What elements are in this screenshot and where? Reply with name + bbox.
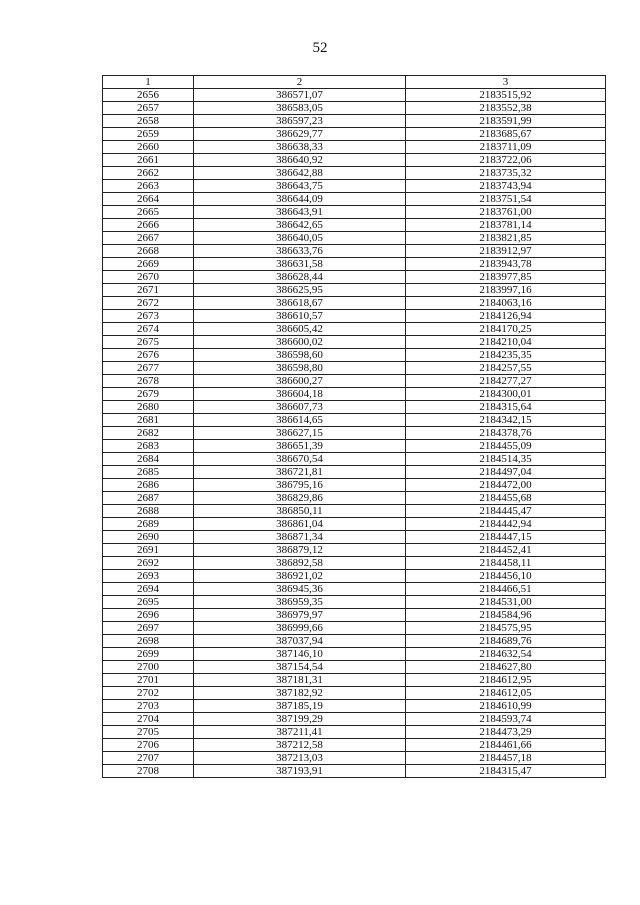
x-coordinate-cell: 386631,58 [194,258,406,271]
y-coordinate-cell: 2184315,64 [406,401,606,414]
table-row [103,609,606,622]
y-coordinate-cell: 2184593,74 [406,713,606,726]
point-number-cell: 2698 [103,635,194,648]
point-number-cell: 2674 [103,323,194,336]
y-coordinate-cell: 2184457,18 [406,752,606,765]
point-number-cell: 2691 [103,544,194,557]
table-row [103,414,606,427]
point-number-cell: 2699 [103,648,194,661]
x-coordinate-cell: 386600,02 [194,336,406,349]
point-number-cell: 2658 [103,115,194,128]
y-coordinate-cell: 2184627,80 [406,661,606,674]
table-row [103,713,606,726]
coordinates-table [102,75,606,778]
x-coordinate-cell: 386871,34 [194,531,406,544]
x-coordinate-cell: 386879,12 [194,544,406,557]
point-number-cell: 2701 [103,674,194,687]
y-coordinate-cell: 2183552,38 [406,102,606,115]
x-coordinate-cell: 386643,91 [194,206,406,219]
y-coordinate-cell: 2184514,35 [406,453,606,466]
y-coordinate-cell: 2184445,47 [406,505,606,518]
table-row [103,167,606,180]
point-number-cell: 2685 [103,466,194,479]
x-coordinate-cell: 386979,97 [194,609,406,622]
x-coordinate-cell: 386670,54 [194,453,406,466]
x-coordinate-cell: 386921,02 [194,570,406,583]
x-coordinate-cell: 386644,09 [194,193,406,206]
x-coordinate-cell: 386597,23 [194,115,406,128]
y-coordinate-cell: 2184575,95 [406,622,606,635]
x-coordinate-cell: 387199,29 [194,713,406,726]
x-coordinate-cell: 387181,31 [194,674,406,687]
point-number-cell: 2700 [103,661,194,674]
table-row [103,739,606,752]
y-coordinate-cell: 2183722,06 [406,154,606,167]
x-coordinate-cell: 386628,44 [194,271,406,284]
point-number-cell: 2692 [103,557,194,570]
y-coordinate-cell: 2184257,55 [406,362,606,375]
point-number-cell: 2676 [103,349,194,362]
y-coordinate-cell: 2184210,04 [406,336,606,349]
y-coordinate-cell: 2183781,14 [406,219,606,232]
point-number-cell: 2690 [103,531,194,544]
x-coordinate-cell: 386583,05 [194,102,406,115]
y-coordinate-cell: 2183977,85 [406,271,606,284]
table-row [103,232,606,245]
x-coordinate-cell: 386945,36 [194,583,406,596]
point-number-cell: 2707 [103,752,194,765]
y-coordinate-cell: 2184315,47 [406,765,606,778]
point-number-cell: 2683 [103,440,194,453]
y-coordinate-cell: 2183821,85 [406,232,606,245]
point-number-cell: 2666 [103,219,194,232]
y-coordinate-cell: 2183943,78 [406,258,606,271]
point-number-cell: 2693 [103,570,194,583]
point-number-cell: 2659 [103,128,194,141]
point-number-cell: 2668 [103,245,194,258]
x-coordinate-cell: 386999,66 [194,622,406,635]
y-coordinate-cell: 2184473,29 [406,726,606,739]
x-coordinate-cell: 386638,33 [194,141,406,154]
table-row [103,752,606,765]
x-coordinate-cell: 387193,91 [194,765,406,778]
table-row [103,219,606,232]
y-coordinate-cell: 2183997,16 [406,284,606,297]
y-coordinate-cell: 2183515,92 [406,89,606,102]
table-row [103,700,606,713]
table-row [103,622,606,635]
x-coordinate-cell: 386640,92 [194,154,406,167]
x-coordinate-cell: 386571,07 [194,89,406,102]
y-coordinate-cell: 2183735,32 [406,167,606,180]
point-number-cell: 2694 [103,583,194,596]
x-coordinate-cell: 386614,65 [194,414,406,427]
x-coordinate-cell: 387146,10 [194,648,406,661]
table-row [103,427,606,440]
y-coordinate-cell: 2183685,67 [406,128,606,141]
y-coordinate-cell: 2183591,99 [406,115,606,128]
table-row [103,596,606,609]
point-number-cell: 2688 [103,505,194,518]
table-row [103,388,606,401]
y-coordinate-cell: 2184632,54 [406,648,606,661]
table-row [103,141,606,154]
y-coordinate-cell: 2184455,09 [406,440,606,453]
y-coordinate-cell: 2184442,94 [406,518,606,531]
point-number-cell: 2677 [103,362,194,375]
point-number-cell: 2689 [103,518,194,531]
table-row [103,674,606,687]
x-coordinate-cell: 386629,77 [194,128,406,141]
table-row [103,336,606,349]
point-number-cell: 2671 [103,284,194,297]
point-number-cell: 2665 [103,206,194,219]
y-coordinate-cell: 2184456,10 [406,570,606,583]
point-number-cell: 2704 [103,713,194,726]
point-number-cell: 2682 [103,427,194,440]
x-coordinate-cell: 386861,04 [194,518,406,531]
x-coordinate-cell: 386607,73 [194,401,406,414]
column-header-1: 1 [103,76,194,89]
table-row [103,492,606,505]
y-coordinate-cell: 2184235,35 [406,349,606,362]
x-coordinate-cell: 386625,95 [194,284,406,297]
y-coordinate-cell: 2184063,16 [406,297,606,310]
y-coordinate-cell: 2184531,00 [406,596,606,609]
point-number-cell: 2678 [103,375,194,388]
point-number-cell: 2687 [103,492,194,505]
point-number-cell: 2697 [103,622,194,635]
y-coordinate-cell: 2184689,76 [406,635,606,648]
table-body [103,89,606,778]
point-number-cell: 2680 [103,401,194,414]
table-row [103,583,606,596]
point-number-cell: 2662 [103,167,194,180]
table-header-row [103,76,606,89]
x-coordinate-cell: 386795,16 [194,479,406,492]
x-coordinate-cell: 387211,41 [194,726,406,739]
y-coordinate-cell: 2184497,04 [406,466,606,479]
x-coordinate-cell: 386627,15 [194,427,406,440]
x-coordinate-cell: 387212,58 [194,739,406,752]
x-coordinate-cell: 386829,86 [194,492,406,505]
point-number-cell: 2669 [103,258,194,271]
y-coordinate-cell: 2184612,95 [406,674,606,687]
point-number-cell: 2681 [103,414,194,427]
x-coordinate-cell: 387154,54 [194,661,406,674]
point-number-cell: 2656 [103,89,194,102]
table-row [103,310,606,323]
x-coordinate-cell: 387185,19 [194,700,406,713]
x-coordinate-cell: 386598,80 [194,362,406,375]
x-coordinate-cell: 386642,88 [194,167,406,180]
x-coordinate-cell: 386640,05 [194,232,406,245]
table-row [103,687,606,700]
point-number-cell: 2661 [103,154,194,167]
x-coordinate-cell: 386642,65 [194,219,406,232]
table-row [103,284,606,297]
y-coordinate-cell: 2184612,05 [406,687,606,700]
table-row [103,258,606,271]
table-row [103,245,606,258]
point-number-cell: 2679 [103,388,194,401]
y-coordinate-cell: 2184277,27 [406,375,606,388]
table-row [103,453,606,466]
x-coordinate-cell: 386605,42 [194,323,406,336]
table-row [103,401,606,414]
point-number-cell: 2695 [103,596,194,609]
point-number-cell: 2664 [103,193,194,206]
table-row [103,570,606,583]
y-coordinate-cell: 2184472,00 [406,479,606,492]
y-coordinate-cell: 2184461,66 [406,739,606,752]
table-row [103,544,606,557]
table-row [103,557,606,570]
table-row [103,323,606,336]
x-coordinate-cell: 387213,03 [194,752,406,765]
y-coordinate-cell: 2184342,15 [406,414,606,427]
y-coordinate-cell: 2183912,97 [406,245,606,258]
y-coordinate-cell: 2183751,54 [406,193,606,206]
column-header-3: 3 [406,76,606,89]
point-number-cell: 2672 [103,297,194,310]
table-row [103,154,606,167]
y-coordinate-cell: 2184447,15 [406,531,606,544]
column-header-2: 2 [194,76,406,89]
x-coordinate-cell: 386600,27 [194,375,406,388]
x-coordinate-cell: 386618,67 [194,297,406,310]
table-row [103,349,606,362]
x-coordinate-cell: 386598,60 [194,349,406,362]
table-row [103,661,606,674]
table-row [103,297,606,310]
table-row [103,271,606,284]
x-coordinate-cell: 386651,39 [194,440,406,453]
table-row [103,115,606,128]
x-coordinate-cell: 387182,92 [194,687,406,700]
point-number-cell: 2667 [103,232,194,245]
table-row [103,102,606,115]
table-row [103,479,606,492]
point-number-cell: 2675 [103,336,194,349]
point-number-cell: 2670 [103,271,194,284]
x-coordinate-cell: 386604,18 [194,388,406,401]
table-row [103,193,606,206]
y-coordinate-cell: 2184126,94 [406,310,606,323]
point-number-cell: 2673 [103,310,194,323]
x-coordinate-cell: 386850,11 [194,505,406,518]
y-coordinate-cell: 2184584,96 [406,609,606,622]
point-number-cell: 2657 [103,102,194,115]
point-number-cell: 2663 [103,180,194,193]
table-row [103,518,606,531]
x-coordinate-cell: 386892,58 [194,557,406,570]
table-row [103,635,606,648]
y-coordinate-cell: 2184300,01 [406,388,606,401]
y-coordinate-cell: 2184170,25 [406,323,606,336]
point-number-cell: 2708 [103,765,194,778]
table-row [103,180,606,193]
table-row [103,362,606,375]
table-row [103,531,606,544]
x-coordinate-cell: 386959,35 [194,596,406,609]
y-coordinate-cell: 2184378,76 [406,427,606,440]
table-row [103,505,606,518]
y-coordinate-cell: 2184455,68 [406,492,606,505]
y-coordinate-cell: 2183743,94 [406,180,606,193]
point-number-cell: 2703 [103,700,194,713]
y-coordinate-cell: 2184466,51 [406,583,606,596]
x-coordinate-cell: 387037,94 [194,635,406,648]
table-row [103,128,606,141]
point-number-cell: 2696 [103,609,194,622]
x-coordinate-cell: 386610,57 [194,310,406,323]
table-row [103,375,606,388]
point-number-cell: 2684 [103,453,194,466]
y-coordinate-cell: 2184458,11 [406,557,606,570]
table-row [103,440,606,453]
table-row [103,648,606,661]
point-number-cell: 2686 [103,479,194,492]
x-coordinate-cell: 386643,75 [194,180,406,193]
table-row [103,466,606,479]
y-coordinate-cell: 2184610,99 [406,700,606,713]
table-row [103,726,606,739]
table-row [103,89,606,102]
y-coordinate-cell: 2184452,41 [406,544,606,557]
page-number: 52 [312,40,328,56]
y-coordinate-cell: 2183761,00 [406,206,606,219]
table-row [103,206,606,219]
y-coordinate-cell: 2183711,09 [406,141,606,154]
point-number-cell: 2705 [103,726,194,739]
point-number-cell: 2706 [103,739,194,752]
point-number-cell: 2702 [103,687,194,700]
point-number-cell: 2660 [103,141,194,154]
x-coordinate-cell: 386721,81 [194,466,406,479]
table-row [103,765,606,778]
x-coordinate-cell: 386633,76 [194,245,406,258]
